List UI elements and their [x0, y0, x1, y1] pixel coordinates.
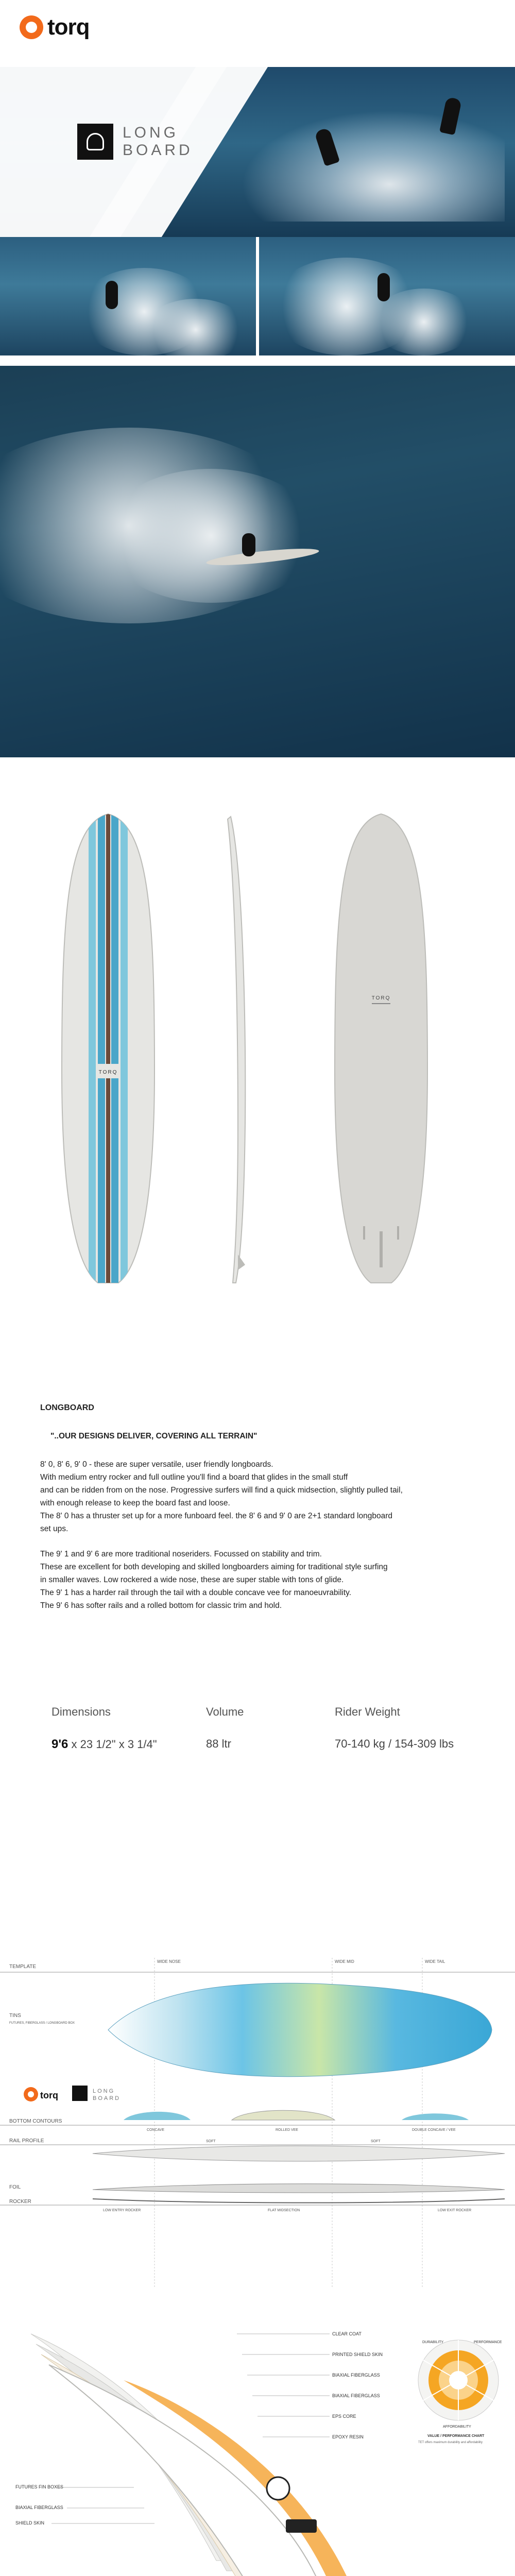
layer-labels-right [237, 2331, 383, 2439]
layer-label: BIAXIAL FIBERGLASS [332, 2372, 380, 2378]
contour-mid-label: ROLLED VEE [276, 2128, 298, 2132]
chart-axis-affordability: AFFORDABILITY [443, 2425, 471, 2429]
tagline-quote: "..OUR DESIGNS DELIVER, COVERING ALL TERRAIN" [50, 1432, 258, 1440]
row-label-rocker: ROCKER [9, 2199, 31, 2205]
deck-logo: TORQ [98, 1070, 118, 1075]
photo-right [259, 237, 515, 355]
row-label-bottom: BOTTOM CONTOURS [9, 2119, 62, 2124]
deck-stripe [106, 804, 110, 1298]
spec-table [0, 1705, 515, 1762]
layer-eps-core [49, 2365, 319, 2576]
construction-diagram [0, 2313, 515, 2576]
row-label-template: TEMPLATE [9, 1964, 37, 1970]
layer-label: SHIELD SKIN [15, 2520, 45, 2526]
rocker-mid-label: FLAT MIDSECTION [268, 2209, 300, 2212]
contour-nose-shape [124, 2112, 191, 2120]
photo-left [0, 237, 256, 355]
template-diagram-svg [0, 1947, 515, 2308]
chart-note: TET offers maximum durability and affordability [418, 2441, 483, 2444]
spec-volume-value: 88 ltr [206, 1737, 231, 1750]
construction-svg [0, 2313, 515, 2576]
spec-dimensions-label: Dimensions [52, 1705, 111, 1718]
row-label-tins: TINS [9, 2013, 21, 2019]
center-fin-box [380, 1231, 383, 1267]
chart-title: VALUE / PERFORMANCE CHART [427, 2434, 485, 2438]
layer-label: BIAXIAL FIBERGLASS [15, 2505, 63, 2510]
tins-sublabel: FUTURES, FIBERGLASS / LONGBOARD BOX [9, 2022, 75, 2025]
foil-shape [93, 2184, 505, 2193]
deck-stripe [98, 804, 105, 1298]
tail-logo-icon [286, 2519, 317, 2533]
template-diagram [0, 1947, 515, 2308]
deck-stripe [89, 804, 96, 1298]
contour-tail-label: DOUBLE CONCAVE / VEE [412, 2128, 456, 2132]
layer-label: EPOXY RESIN [332, 2434, 364, 2439]
marker-wide-nose: WIDE NOSE [157, 1959, 181, 1964]
wave-spray [216, 98, 505, 222]
spec-dimensions-value: x 23 1/2" x 3 1/4" [68, 1738, 157, 1751]
layer-label: PRINTED SHIELD SKIN [332, 2352, 383, 2357]
spec-rider-value: 70-140 kg / 154-309 lbs [335, 1737, 454, 1750]
contour-nose-label: CONCAVE [147, 2128, 165, 2132]
spec-volume [206, 1705, 244, 1751]
value-performance-chart [418, 2340, 502, 2444]
marker-wide-tail: WIDE TAIL [425, 1959, 445, 1964]
deck-logo-icon [267, 2477, 289, 2500]
rail-tail-label: SOFT [371, 2140, 381, 2143]
marker-wide-mid: WIDE MID [335, 1959, 354, 1964]
hero-banner [0, 67, 515, 237]
rocker-nose-label: LOW ENTRY ROCKER [103, 2209, 141, 2212]
board-side-fin [238, 1255, 245, 1270]
model-name: LONGBOARD [40, 1403, 94, 1412]
layer-label: CLEAR COAT [332, 2331, 362, 2336]
bottom-logo: TORQ [371, 995, 391, 1001]
longboard-badge-icon [77, 124, 113, 160]
contour-tail-shape [402, 2113, 469, 2120]
brand-logo[interactable] [20, 14, 90, 40]
description-paragraph-2: The 9' 1 and 9' 6 are more traditional noseriders. Focussed on stability and trim. These are excellent for both developing and skilled longboarders aiming for traditional style surfing in smaller waves. Low rockered a wide nose, these are super stable with tons of glide. The 9' 1 has a harder rail through the tail with a double concave vee for manoeuvrability. The 9' 6 has softer rails and a rolled bottom for classic trim and hold. [40, 1550, 388, 1610]
torq-logo-icon [20, 15, 43, 39]
spec-dimensions [52, 1705, 157, 1752]
mini-title-1: LONG [93, 2088, 115, 2094]
chart-axis-performance: PERFORMANCE [474, 2341, 502, 2344]
layer-label: FUTURES FIN BOXES [15, 2484, 64, 2489]
mini-brand [24, 2086, 121, 2102]
layer-label: BIAXIAL FIBERGLASS [332, 2393, 380, 2398]
spec-rider-weight [335, 1705, 454, 1751]
photo-large [0, 366, 515, 757]
deck-stripe [121, 804, 128, 1298]
spec-volume-label: Volume [206, 1705, 244, 1718]
chart-axis-durability: DURABILITY [422, 2341, 444, 2344]
contour-mid-shape [232, 2110, 335, 2120]
row-label-foil: FOIL [9, 2184, 21, 2190]
mini-logo-text: torq [40, 2090, 58, 2100]
side-fin-box [363, 1226, 365, 1240]
board-bottom [335, 814, 427, 1283]
brand-name: torq [47, 14, 90, 40]
side-fin-box [397, 1226, 399, 1240]
hero-title-line2: BOARD [123, 142, 193, 159]
board-views [0, 804, 515, 1298]
row-label-rail: RAIL PROFILE [9, 2138, 44, 2144]
mini-title-2: BOARD [93, 2095, 121, 2102]
layer-labels-left [15, 2484, 154, 2526]
template-outline [108, 1983, 492, 2076]
rail-nose-label: SOFT [206, 2140, 216, 2143]
spec-length: 9'6 [52, 1737, 68, 1751]
brand-bar [0, 0, 515, 67]
hero-title [77, 124, 193, 160]
hero-title-line1: LONG [123, 124, 179, 141]
spec-rider-label: Rider Weight [335, 1705, 400, 1718]
bottom-logo-rule [372, 1003, 390, 1004]
layer-label: EPS CORE [332, 2414, 356, 2419]
deck-stripe [111, 804, 118, 1298]
board-views-svg [0, 804, 515, 1298]
description-paragraph-1: 8' 0, 8' 6, 9' 0 - these are super versatile, user friendly longboards. With medium entry rocker and full outline you'll find a board that glides in the small stuff and can be ridden from on the nose. Progressive surfers will find a quick midsection, slightly pulled tail, with enough release to keep the board fast and loose. The 8' 0 has a thruster set up for a more funboard feel. the 8' 6 and 9' 0 are 2+1 standard longboard set ups. [40, 1460, 403, 1533]
product-description [40, 1401, 483, 1624]
board-side-profile [228, 817, 245, 1283]
rocker-tail-label: LOW EXIT ROCKER [438, 2209, 472, 2212]
